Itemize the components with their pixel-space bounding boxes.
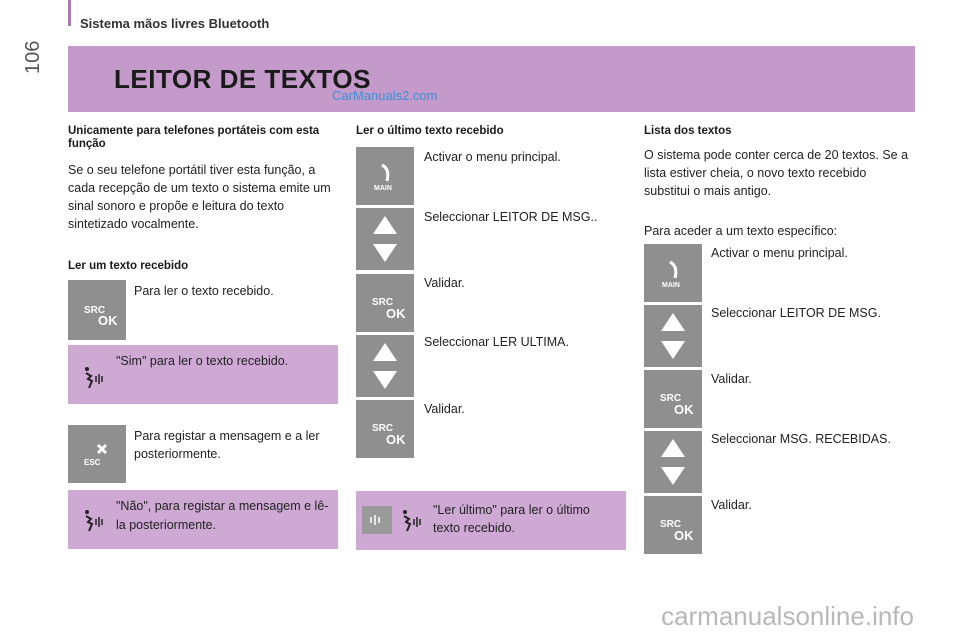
section-title: Sistema mãos livres Bluetooth xyxy=(80,16,270,31)
footer-watermark: carmanualsonline.info xyxy=(661,601,914,631)
src-ok-key xyxy=(644,370,702,428)
src-ok-icon xyxy=(356,274,414,332)
col2-step-5: Validar. xyxy=(424,402,465,416)
voice-command-icon xyxy=(80,507,108,535)
col2-heading: Ler o último texto recebido xyxy=(356,125,504,137)
src-label: SRC xyxy=(84,305,106,316)
voice-command-icon xyxy=(80,364,108,392)
col3-step-3: Validar. xyxy=(711,372,752,386)
src-label: SRC xyxy=(372,423,394,434)
arrows-icon xyxy=(644,431,702,493)
voice2-text: "Não", para registar a mensagem e lê-la posteriormente. xyxy=(116,499,329,532)
main-label: MAIN xyxy=(374,185,392,192)
up-down-key xyxy=(644,431,702,493)
col1-step2: Para registar a mensagem e a ler posteriormente. xyxy=(134,429,320,461)
col1-heading: Unicamente para telefones portáteis com esta função xyxy=(68,125,320,150)
col1-step1: Para ler o texto recebido. xyxy=(134,284,274,298)
src-ok-key xyxy=(68,280,126,340)
col3-step-1: Activar o menu principal. xyxy=(711,246,848,260)
page-title: LEITOR DE TEXTOS xyxy=(114,64,371,94)
esc-icon xyxy=(68,425,126,483)
arrows-icon xyxy=(356,208,414,270)
col1-intro: Se o seu telefone portátil tiver esta função, a cada recepção de um texto o sistema emite um sinal sonoro e propõe e leitura do texto sintetizado vocalmente. xyxy=(68,163,331,231)
watermark: CarManuals2.com xyxy=(332,88,438,103)
src-label: SRC xyxy=(372,297,394,308)
src-ok-key xyxy=(644,496,702,554)
arrows-icon xyxy=(644,305,702,367)
col2-step-4: Seleccionar LER ULTIMA. xyxy=(424,335,569,349)
col3-step-4: Seleccionar MSG. RECEBIDAS. xyxy=(711,432,891,446)
up-down-key xyxy=(356,208,414,270)
src-ok-icon xyxy=(644,370,702,428)
col1-subheading: Ler um texto recebido xyxy=(68,260,189,272)
src-ok-key xyxy=(356,274,414,332)
col2-step-2: Seleccionar LEITOR DE MSG.. xyxy=(424,210,598,224)
esc-label: ESC xyxy=(84,458,101,467)
col3-intro: O sistema pode conter cerca de 20 textos. Se a lista estiver cheia, o novo texto recebido substitui o mais antigo. xyxy=(644,148,909,198)
main-icon xyxy=(644,244,702,302)
voice1-text: "Sim" para ler o texto recebido. xyxy=(116,354,289,368)
src-ok-icon xyxy=(356,400,414,458)
src-ok-icon xyxy=(68,280,126,340)
src-ok-icon xyxy=(644,496,702,554)
arrows-icon xyxy=(356,335,414,397)
page-number: 106 xyxy=(22,40,44,74)
col2-step-1: Activar o menu principal. xyxy=(424,150,561,164)
src-ok-key xyxy=(356,400,414,458)
voice3-text: "Ler último" para ler o último texto recebido. xyxy=(433,503,590,535)
voice-key xyxy=(362,506,392,534)
up-down-key xyxy=(356,335,414,397)
col3-access: Para aceder a um texto específico: xyxy=(644,224,838,238)
main-label: MAIN xyxy=(662,282,680,289)
col3-step-2: Seleccionar LEITOR DE MSG. xyxy=(711,306,881,320)
voice-command-icon xyxy=(398,507,426,535)
src-label: SRC xyxy=(660,393,682,404)
voice-key-icon xyxy=(362,506,392,534)
main-key xyxy=(356,147,414,205)
side-rule xyxy=(68,0,71,26)
main-icon xyxy=(356,147,414,205)
ok-label: OK xyxy=(674,528,694,543)
col2-step-3: Validar. xyxy=(424,276,465,290)
main-key xyxy=(644,244,702,302)
ok-label: OK xyxy=(98,313,118,328)
col3-step-5: Validar. xyxy=(711,498,752,512)
ok-label: OK xyxy=(674,402,694,417)
ok-label: OK xyxy=(386,306,406,321)
ok-label: OK xyxy=(386,432,406,447)
up-down-key xyxy=(644,305,702,367)
col3-heading: Lista dos textos xyxy=(644,125,732,137)
esc-key xyxy=(68,425,126,483)
src-label: SRC xyxy=(660,519,682,530)
